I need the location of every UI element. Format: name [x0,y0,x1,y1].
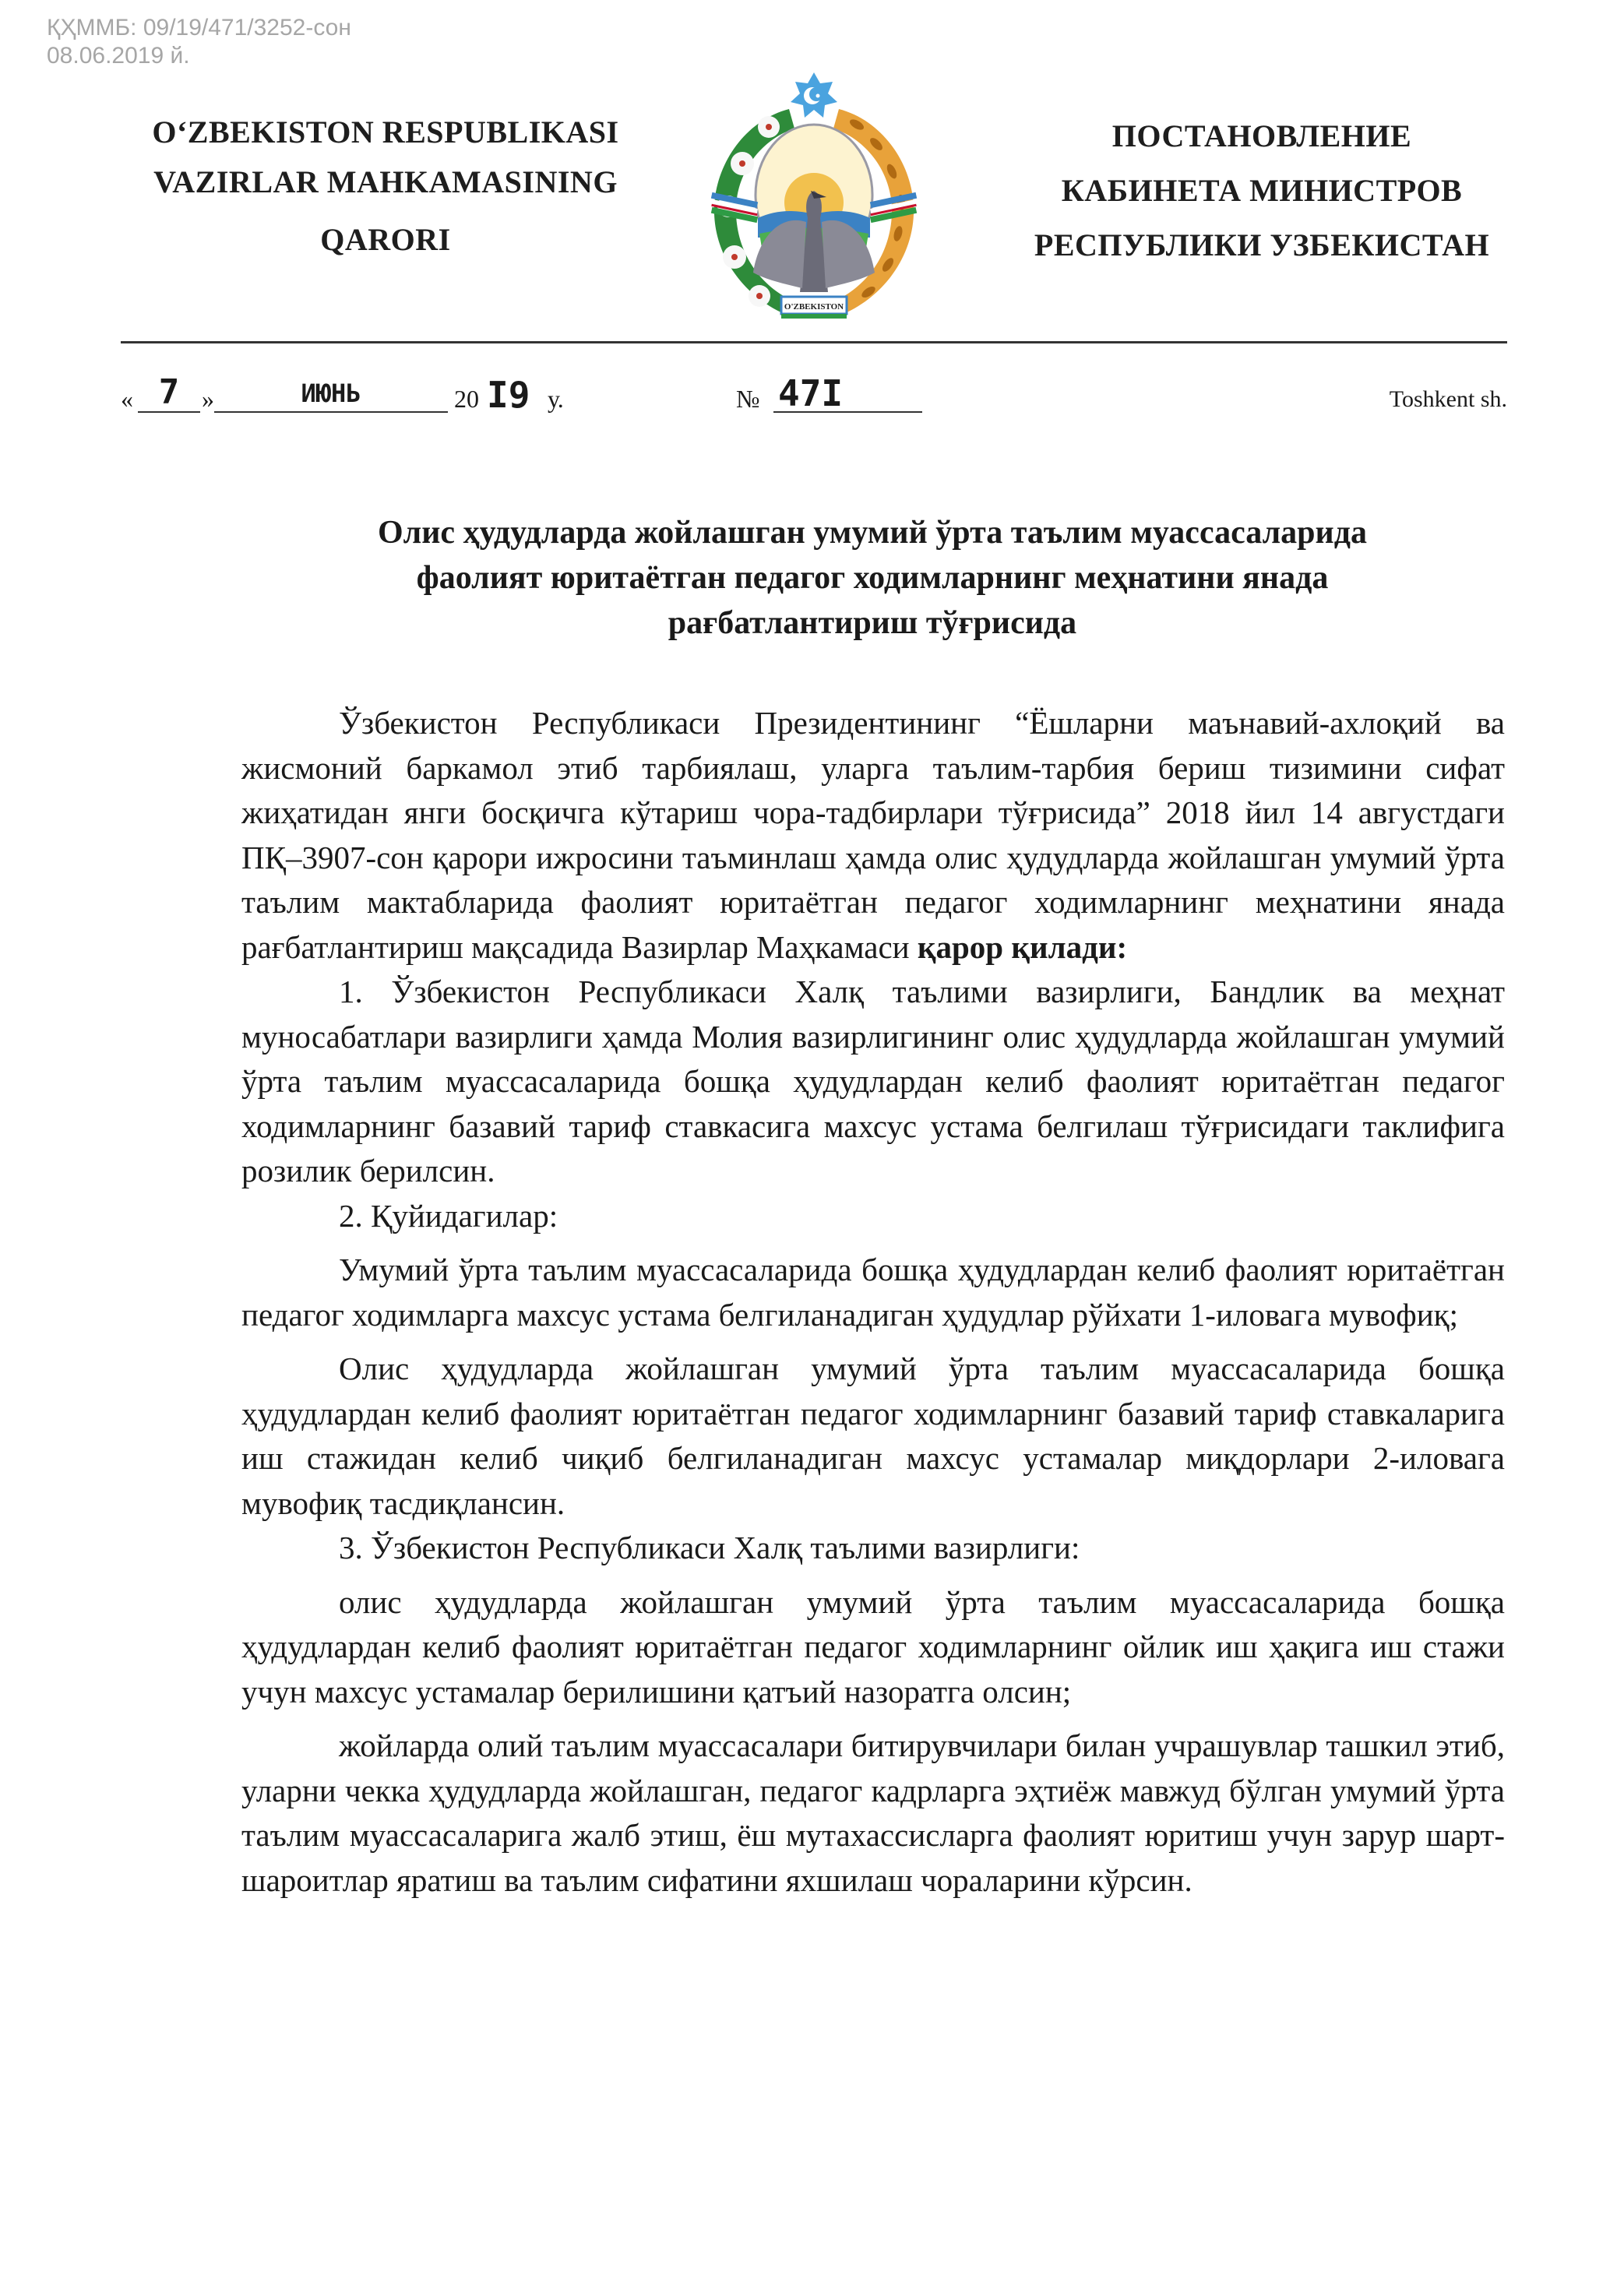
header-russian-line-1: ПОСТАНОВЛЕНИЕ [1111,118,1412,153]
date-day: 7 [138,372,200,413]
number-sign: № [736,385,760,413]
header-uzbek-line-1: O‘ZBEKISTON RESPUBLIKASI [152,114,619,150]
preamble-paragraph [241,701,1505,970]
emblem-label: O'ZBEKISTON [784,302,844,312]
city: Toshkent sh. [1389,386,1507,412]
item-3: 3. Ўзбекистон Республикаси Халқ таълими вазирлиги: [339,1530,1080,1565]
date-close-quote: » [202,385,214,413]
state-emblem-icon [697,66,931,327]
header-russian-line-2: КАБИНЕТА МИНИСТРОВ [1061,173,1463,208]
date-open-quote: « [121,385,133,413]
registration-stamp [47,14,351,70]
preamble-resolution: қарор қилади: [917,928,1128,965]
preamble-text: Ўзбекистон Республикаси Президентининг “Ёшларни маънавий-ахлоқий ва жисмоний баркамол этиб тарбиялаш, уларга таълим-тарбия бериш тизимини сифат жиҳатидан янги босқичга кўтариш чора-тадбирлари тўғрисида” 2018 йил 14 августдаги ПҚ–3907-сон қарори ижросини таъминлаш ҳамда олис ҳудудларда жойлашган умумий ўрта таълим мактабларида фаолият юритаётган педагог ходимларнинг меҳнатини янада рағбатлантириш мақсадида Вазирлар Маҳкамаси [241,705,1505,965]
date-month: ИЮНЬ [214,379,448,413]
document-number: 47I [773,372,922,413]
item-2: 2. Қуйидагилар: [339,1197,558,1234]
stamp-date: 08.06.2019 й. [47,43,190,69]
item-2-subparagraph-b: Олис ҳудудларда жойлашган умумий ўрта таълим муассасаларида бошқа ҳудудлардан келиб фаолият юритаётган педагог ходимларнинг базавий тариф ставкаларига иш стажидан келиб чиқиб белгиланадиган махсус устамалар миқдорлари 2-иловага мувофиқ тасдиқлансин. [241,1351,1505,1521]
title-line-1: Олис ҳудудларда жойлашган умумий ўрта таълим муассасаларида [378,515,1367,551]
header-uzbek-line-3: QARORI [320,222,451,257]
document-body [241,701,1505,1903]
item-3-subparagraph-a: олис ҳудудларда жойлашган умумий ўрта таълим муассасаларида бошқа ҳудудлардан келиб фаолият юритаётган педагог ходимларнинг ойлик иш ҳақига иш стажи учун махсус устамалар берилишини қатъий назоратга олсин; [241,1583,1505,1710]
stamp-registration-number: ҚҲММБ: 09/19/471/3252-сон [47,15,351,40]
date-year-prefix: 20 [454,385,479,413]
header-uzbek-line-2: VAZIRLAR MAHKAMASINING [153,164,618,199]
header-uzbek [117,107,654,265]
star-crescent-icon [791,72,837,118]
date-year-unit: у. [548,385,564,413]
date-year-suffix: I9 [487,374,530,416]
header-russian-line-3: РЕСПУБЛИКИ УЗБЕКИСТАН [1034,227,1490,262]
header-russian [989,109,1534,273]
item-1: 1. Ўзбекистон Республикаси Халқ таълими вазирлиги, Бандлик ва меҳнат муносабатлари вазирлиги ҳамда Молия вазирлигининг олис ҳудудларда жойлашган умумий ўрта таълим муассасаларида бошқа ҳудудлардан келиб фаолият юритаётган педагог ходимларнинг базавий тариф ставкасига махсус устама белгилаш тўғрисидаги таклифига розилик берилсин. [241,974,1505,1189]
title-line-3: рағбатлантириш тўғрисида [668,605,1077,641]
header-divider [121,341,1507,343]
item-2-subparagraph-a: Умумий ўрта таълим муассасаларида бошқа ҳудудлардан келиб фаолият юритаётган педагог ходимларга махсус устама белгиланадиган ҳудудлар рўйхати 1-иловага мувофиқ; [241,1252,1505,1333]
document-title [234,510,1511,646]
date-number-line [121,372,1507,419]
title-line-2: фаолият юритаётган педагог ходимларнинг меҳнатини янада [416,560,1329,596]
item-3-subparagraph-b: жойларда олий таълим муассасалари битирувчилари билан учрашувлар ташкил этиб, уларни чекка ҳудудларда жойлашган, педагог кадрларга эҳтиёж мавжуд бўлган умумий ўрта таълим муассасаларига жалб этиш, ёш мутахассисларга фаолият юритиш учун зарур шарт-шароитлар яратиш ва таълим сифатини яхшилаш чораларини кўрсин. [241,1727,1505,1898]
